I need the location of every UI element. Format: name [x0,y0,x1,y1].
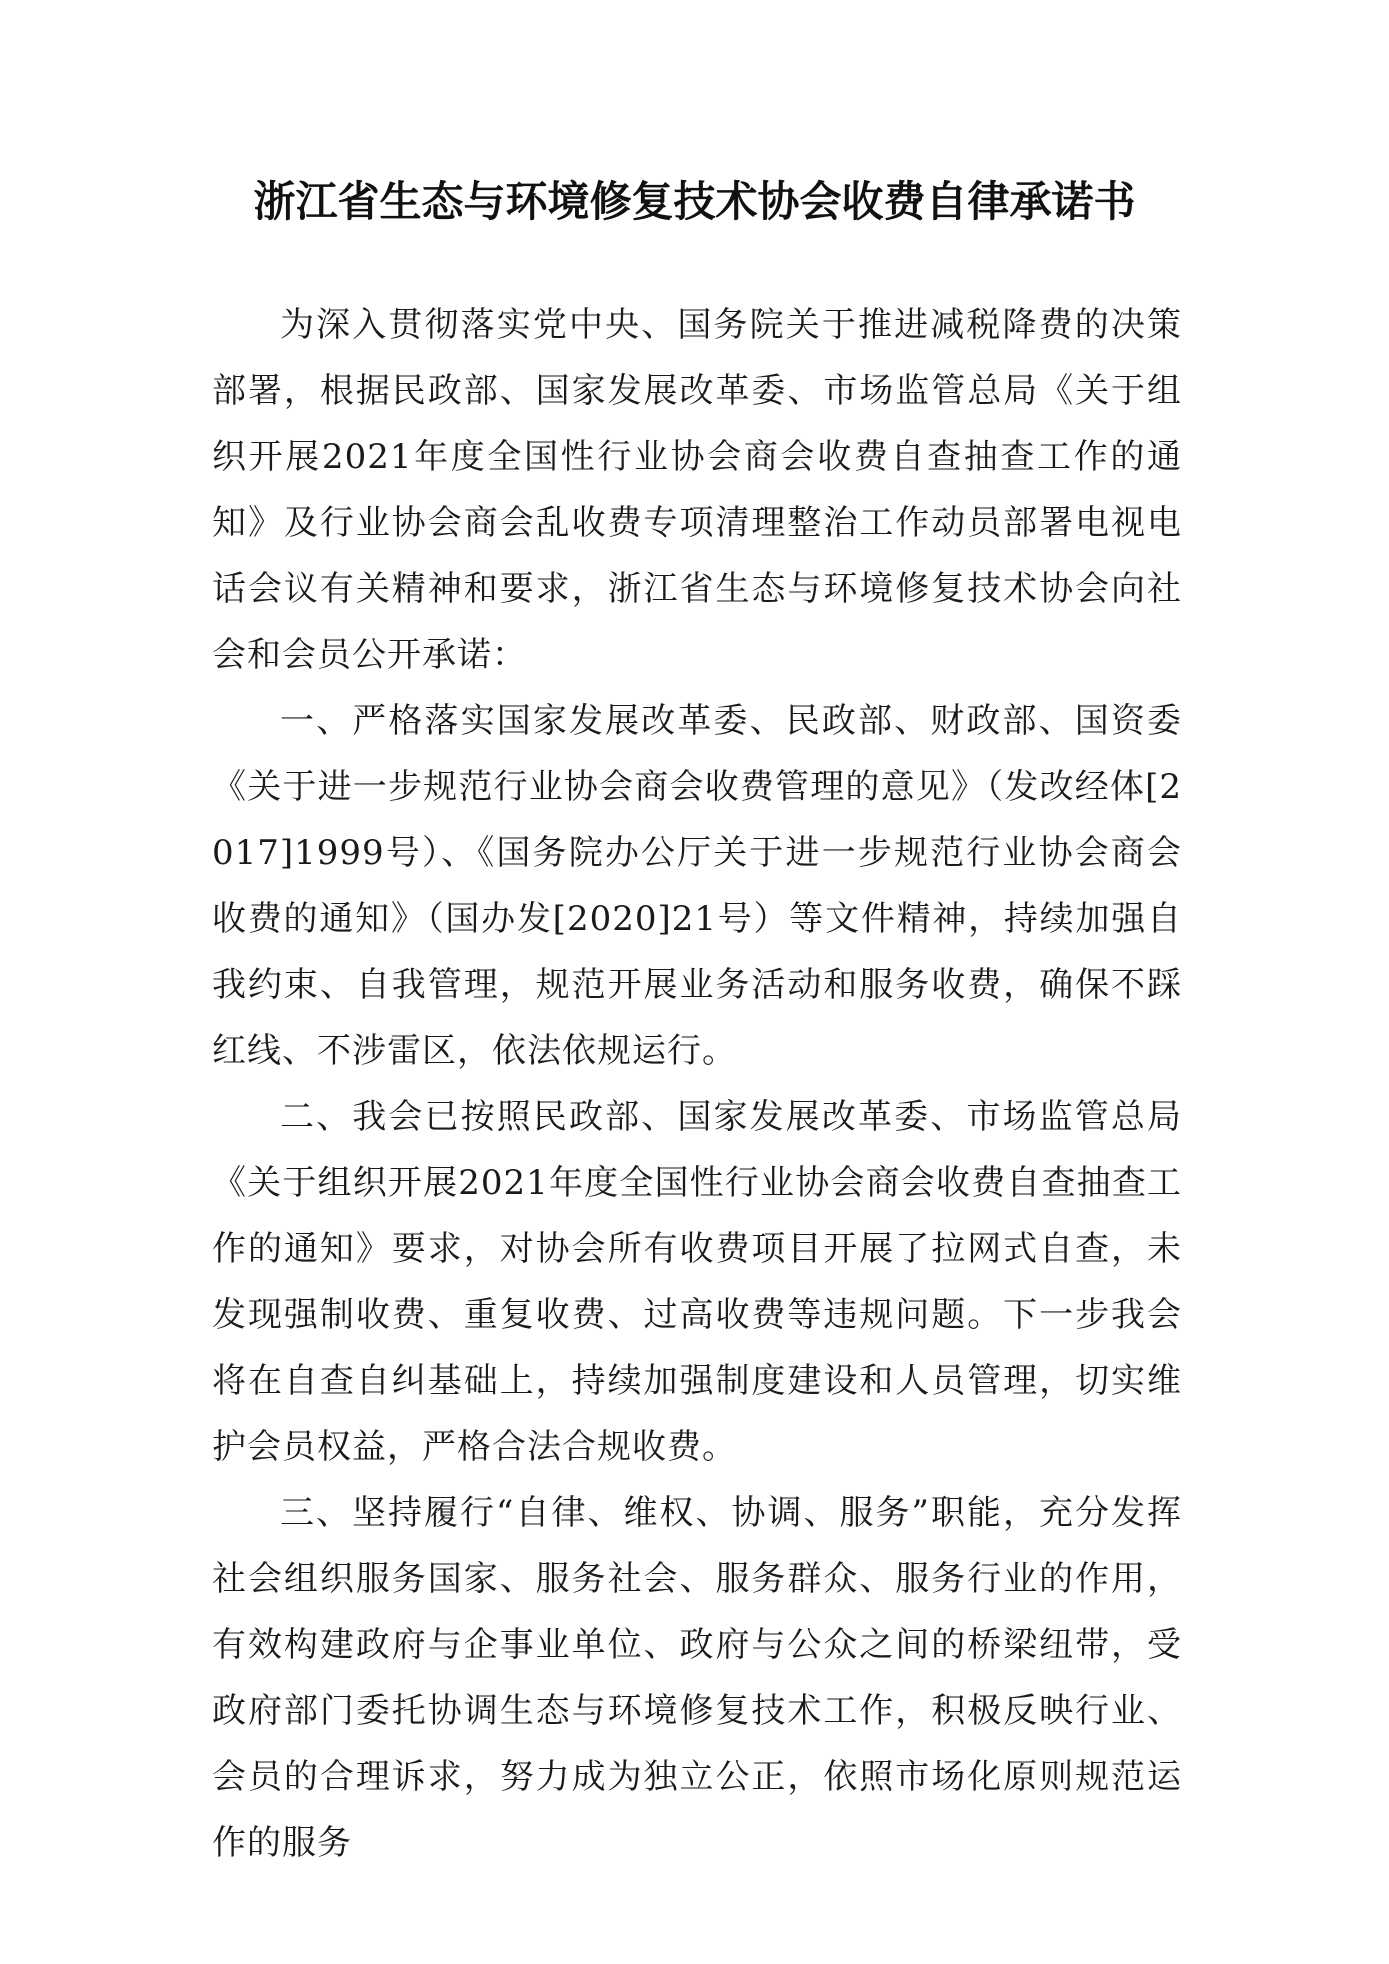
paragraph-item-3: 三、坚持履行“自律、维权、协调、服务”职能，充分发挥社会组织服务国家、服务社会、服务群众、服务行业的作用，有效构建政府与企事业单位、政府与公众之间的桥梁纽带，受政府部门委托协调生态与环境修复技术工作，积极反映行业、会员的合理诉求，努力成为独立公正，依照市场化原则规范运作的服务 [212,1493,1182,1863]
paragraph-item-2: 二、我会已按照民政部、国家发展改革委、市场监管总局《关于组织开展2021年度全国性行业协会商会收费自查抽查工作的通知》要求，对协会所有收费项目开展了拉网式自查，未发现强制收费、重复收费、过高收费等违规问题。下一步我会将在自查自纠基础上，持续加强制度建设和人员管理，切实维护会员权益，严格合法合规收费。 [212,1097,1182,1467]
paragraph-item-1: 一、严格落实国家发展改革委、民政部、财政部、国资委《关于进一步规范行业协会商会收费管理的意见》（发改经体[2017]1999号）、《国务院办公厅关于进一步规范行业协会商会收费的通知》（国办发[2020]21号）等文件精神，持续加强自我约束、自我管理，规范开展业务活动和服务收费，确保不踩红线、不涉雷区，依法依规运行。 [212,701,1182,1071]
document-title: 浙江省生态与环境修复技术协会收费自律承诺书 [253,177,1136,226]
document-body [212,292,1182,1876]
paragraph-intro: 为深入贯彻落实党中央、国务院关于推进减税降费的决策部署，根据民政部、国家发展改革委、市场监管总局《关于组织开展2021年度全国性行业协会商会收费自查抽查工作的通知》及行业协会商会乱收费专项清理整治工作动员部署电视电话会议有关精神和要求，浙江省生态与环境修复技术协会向社会和会员公开承诺： [212,305,1182,675]
